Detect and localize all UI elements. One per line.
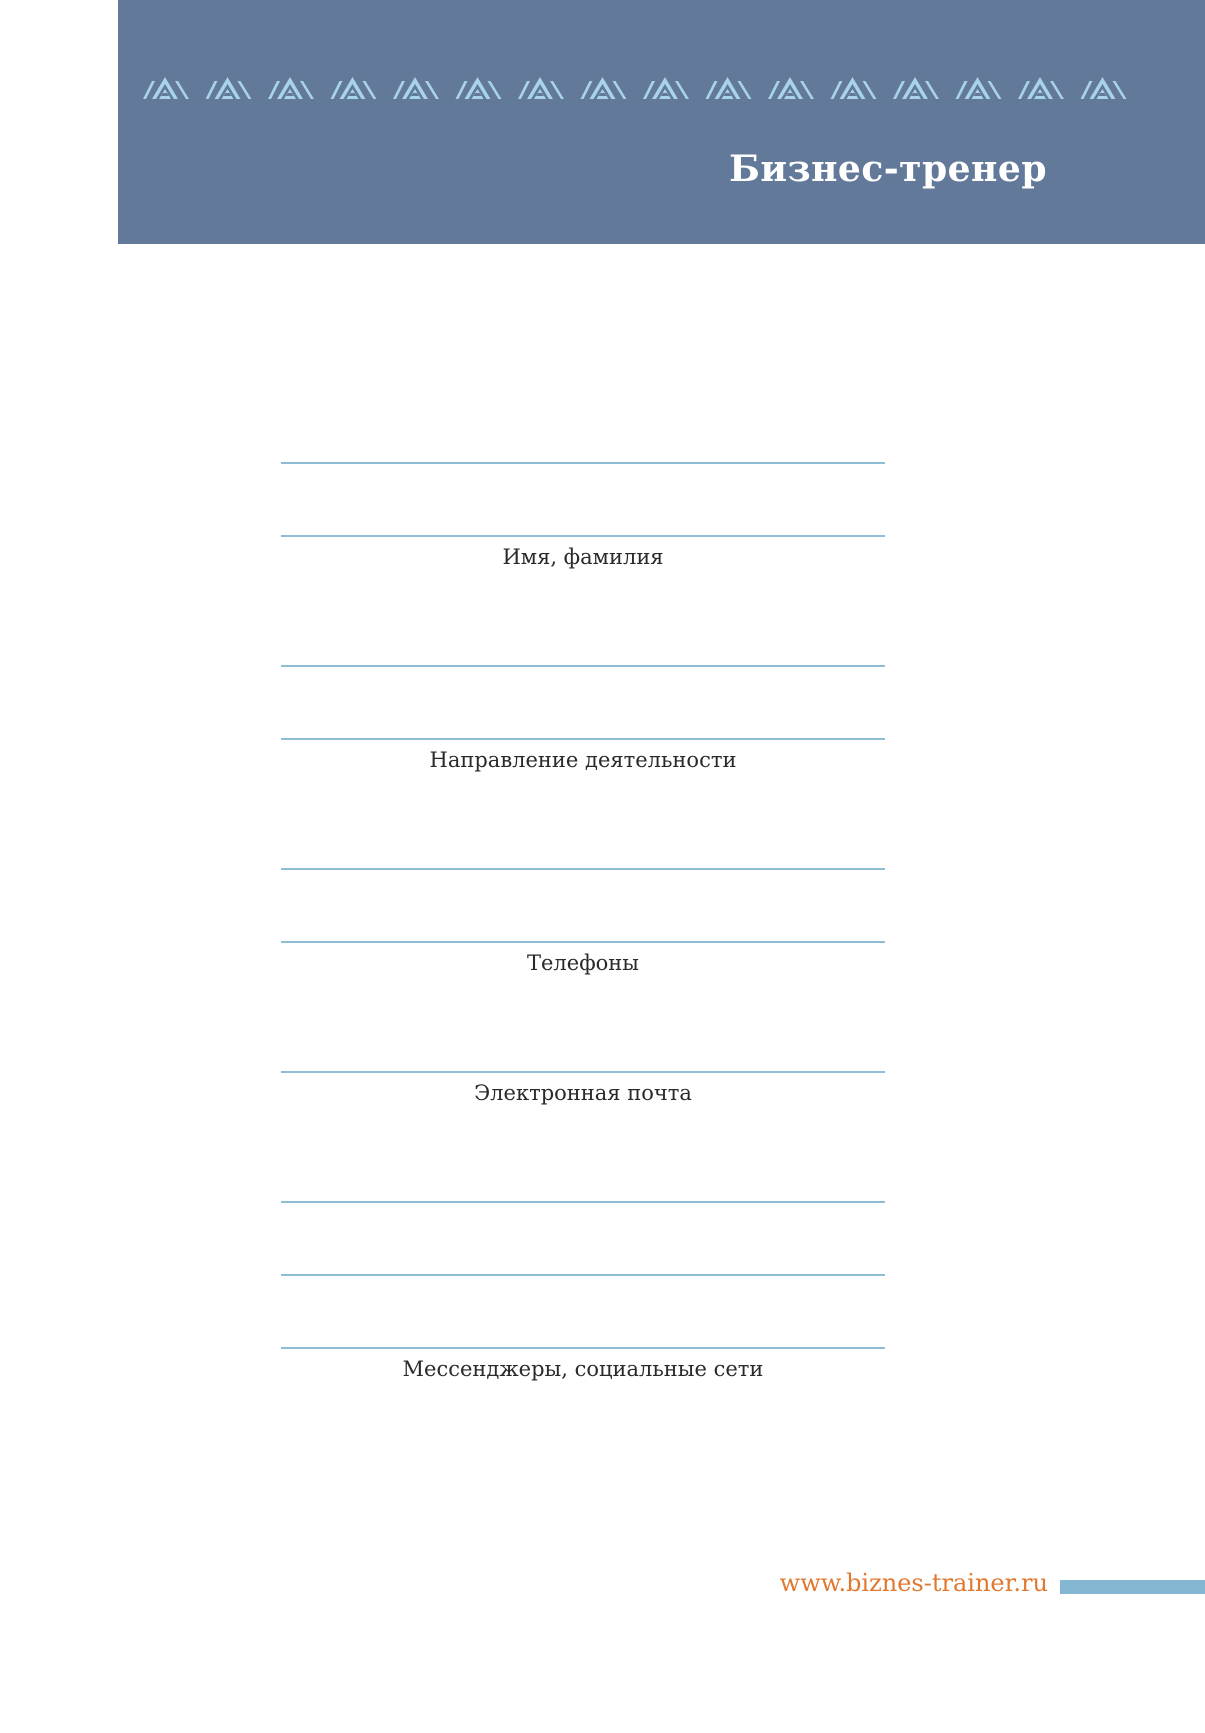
page-title: Бизнес-тренер	[729, 148, 1047, 190]
input-line-phones-1[interactable]	[281, 868, 885, 870]
input-line-phones-2[interactable]	[281, 941, 885, 943]
website-link[interactable]: www.biznes-trainer.ru	[779, 1569, 1048, 1597]
input-line-activity-2[interactable]	[281, 738, 885, 740]
footer-accent-bar	[1060, 1580, 1205, 1594]
input-line-activity-1[interactable]	[281, 665, 885, 667]
mountain-icon	[1081, 77, 1127, 99]
input-line-email-1[interactable]	[281, 1071, 885, 1073]
contact-form	[281, 0, 885, 1733]
mountain-icon	[1018, 77, 1064, 99]
field-label-messengers: Мессенджеры, социальные сети	[402, 1357, 764, 1381]
field-label-phones: Телефоны	[527, 951, 639, 975]
input-line-messengers-2[interactable]	[281, 1274, 885, 1276]
input-line-name-2[interactable]	[281, 535, 885, 537]
mountain-icon	[206, 77, 252, 99]
mountain-icon	[893, 77, 939, 99]
input-line-messengers-3[interactable]	[281, 1347, 885, 1349]
field-label-activity: Направление деятельности	[429, 748, 737, 772]
input-line-name-1[interactable]	[281, 462, 885, 464]
field-label-name: Имя, фамилия	[502, 545, 664, 569]
mountain-icon	[956, 77, 1002, 99]
field-label-email: Электронная почта	[474, 1081, 692, 1105]
mountain-icon	[143, 77, 189, 99]
input-line-messengers-1[interactable]	[281, 1201, 885, 1203]
